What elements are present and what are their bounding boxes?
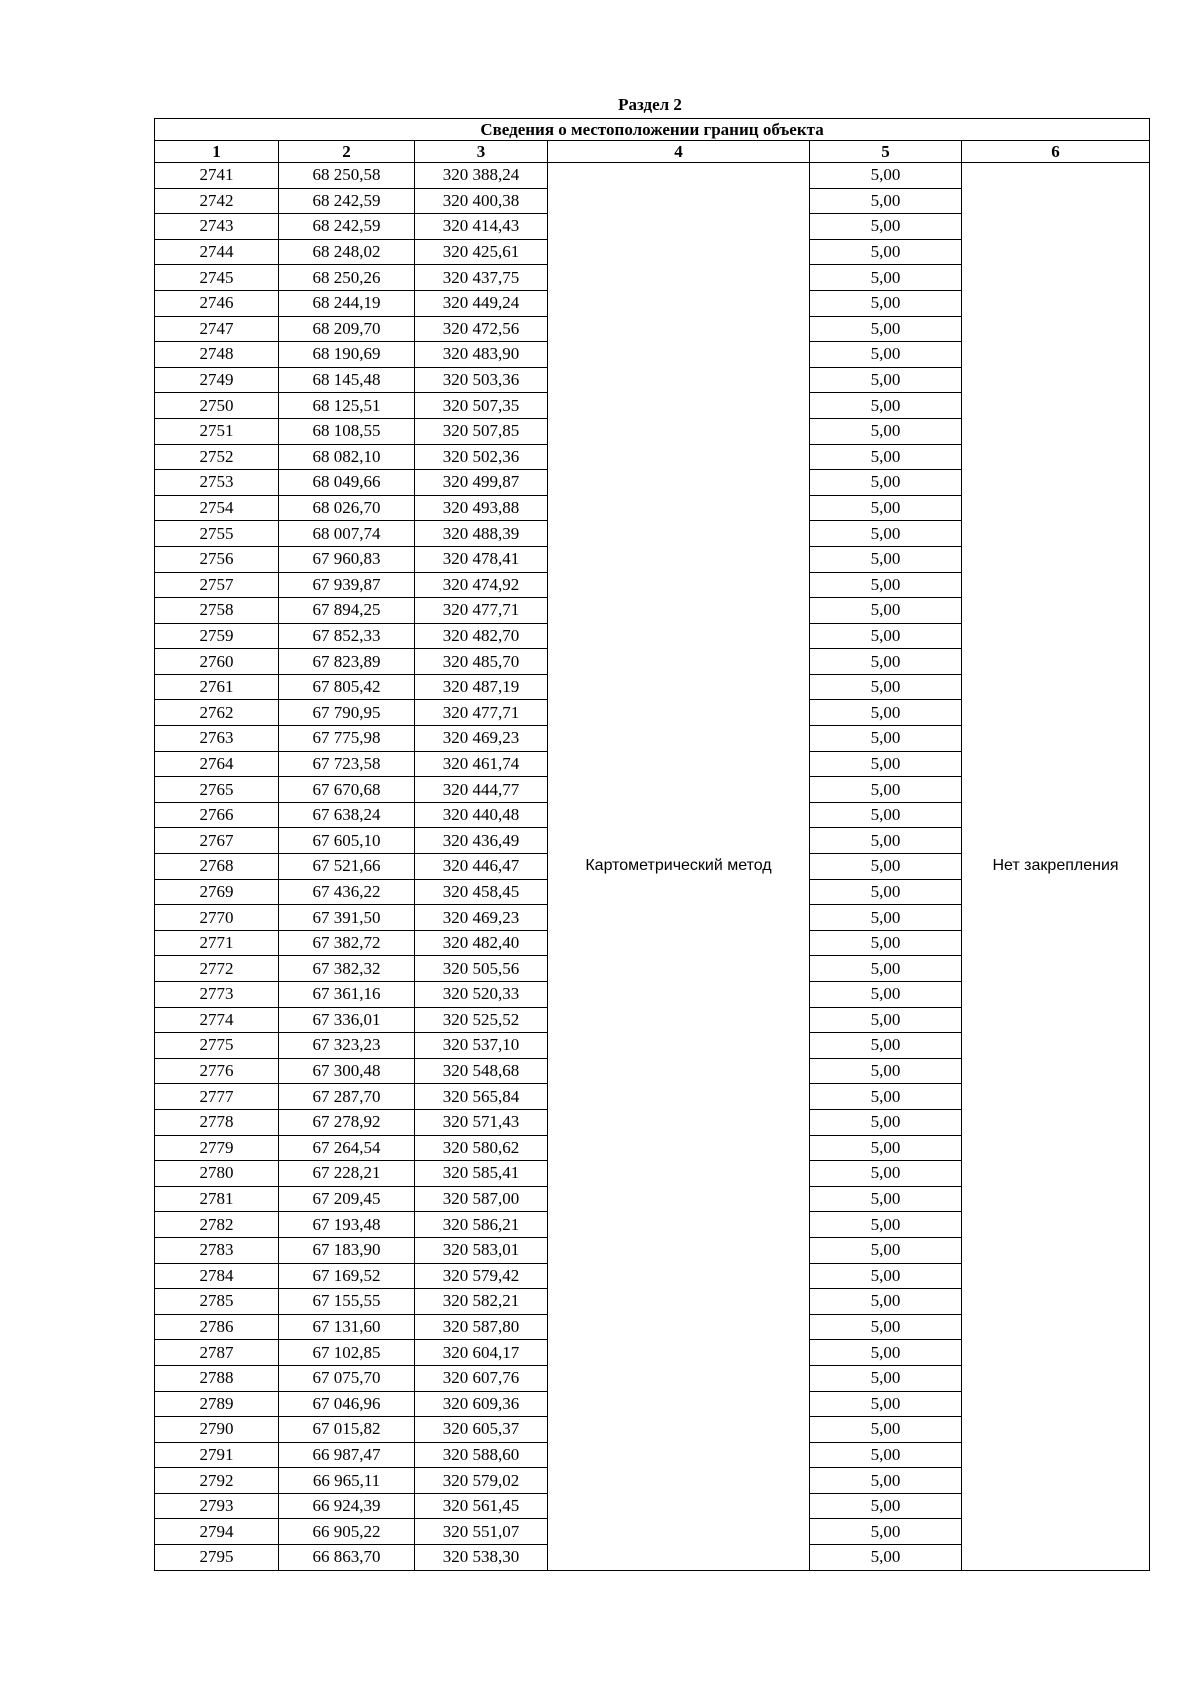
x-coordinate-cell: 67 391,50: [279, 905, 415, 931]
x-coordinate-cell: 67 155,55: [279, 1289, 415, 1315]
point-number-cell: 2755: [155, 521, 279, 547]
y-coordinate-cell: 320 488,39: [415, 521, 548, 547]
column-number-5: 5: [810, 141, 962, 163]
accuracy-cell: 5,00: [810, 726, 962, 752]
x-coordinate-cell: 67 183,90: [279, 1237, 415, 1263]
accuracy-cell: 5,00: [810, 1468, 962, 1494]
x-coordinate-cell: 67 805,42: [279, 674, 415, 700]
y-coordinate-cell: 320 580,62: [415, 1135, 548, 1161]
point-number-cell: 2741: [155, 163, 279, 189]
x-coordinate-cell: 68 244,19: [279, 290, 415, 316]
x-coordinate-cell: 68 108,55: [279, 418, 415, 444]
x-coordinate-cell: 67 723,58: [279, 751, 415, 777]
x-coordinate-cell: 67 894,25: [279, 598, 415, 624]
x-coordinate-cell: 67 939,87: [279, 572, 415, 598]
x-coordinate-cell: 68 242,59: [279, 188, 415, 214]
column-number-4: 4: [548, 141, 810, 163]
column-number-1: 1: [155, 141, 279, 163]
x-coordinate-cell: 67 287,70: [279, 1084, 415, 1110]
column-number-3: 3: [415, 141, 548, 163]
y-coordinate-cell: 320 477,71: [415, 700, 548, 726]
point-number-cell: 2750: [155, 393, 279, 419]
accuracy-cell: 5,00: [810, 316, 962, 342]
point-number-cell: 2790: [155, 1417, 279, 1443]
x-coordinate-cell: 67 775,98: [279, 726, 415, 752]
accuracy-cell: 5,00: [810, 700, 962, 726]
x-coordinate-cell: 67 436,22: [279, 879, 415, 905]
y-coordinate-cell: 320 449,24: [415, 290, 548, 316]
y-coordinate-cell: 320 551,07: [415, 1519, 548, 1545]
accuracy-cell: 5,00: [810, 777, 962, 803]
column-number-2: 2: [279, 141, 415, 163]
x-coordinate-cell: 66 987,47: [279, 1442, 415, 1468]
point-number-cell: 2785: [155, 1289, 279, 1315]
point-number-cell: 2745: [155, 265, 279, 291]
point-number-cell: 2780: [155, 1161, 279, 1187]
accuracy-cell: 5,00: [810, 546, 962, 572]
point-number-cell: 2784: [155, 1263, 279, 1289]
y-coordinate-cell: 320 493,88: [415, 495, 548, 521]
x-coordinate-cell: 67 361,16: [279, 982, 415, 1008]
x-coordinate-cell: 68 125,51: [279, 393, 415, 419]
y-coordinate-cell: 320 446,47: [415, 854, 548, 880]
column-number-6: 6: [962, 141, 1150, 163]
y-coordinate-cell: 320 585,41: [415, 1161, 548, 1187]
point-number-cell: 2749: [155, 367, 279, 393]
accuracy-cell: 5,00: [810, 1545, 962, 1571]
y-coordinate-cell: 320 485,70: [415, 649, 548, 675]
point-number-cell: 2795: [155, 1545, 279, 1571]
accuracy-cell: 5,00: [810, 393, 962, 419]
point-number-cell: 2783: [155, 1237, 279, 1263]
y-coordinate-cell: 320 437,75: [415, 265, 548, 291]
accuracy-cell: 5,00: [810, 1186, 962, 1212]
y-coordinate-cell: 320 538,30: [415, 1545, 548, 1571]
point-number-cell: 2769: [155, 879, 279, 905]
point-number-cell: 2772: [155, 956, 279, 982]
point-number-cell: 2759: [155, 623, 279, 649]
x-coordinate-cell: 68 007,74: [279, 521, 415, 547]
x-coordinate-cell: 67 075,70: [279, 1365, 415, 1391]
x-coordinate-cell: 67 323,23: [279, 1033, 415, 1059]
point-number-cell: 2791: [155, 1442, 279, 1468]
accuracy-cell: 5,00: [810, 802, 962, 828]
y-coordinate-cell: 320 507,85: [415, 418, 548, 444]
point-number-cell: 2763: [155, 726, 279, 752]
accuracy-cell: 5,00: [810, 265, 962, 291]
accuracy-cell: 5,00: [810, 674, 962, 700]
point-number-cell: 2768: [155, 854, 279, 880]
point-number-cell: 2746: [155, 290, 279, 316]
y-coordinate-cell: 320 472,56: [415, 316, 548, 342]
y-coordinate-cell: 320 474,92: [415, 572, 548, 598]
section-title: Раздел 2: [618, 95, 682, 114]
y-coordinate-cell: 320 425,61: [415, 239, 548, 265]
y-coordinate-cell: 320 444,77: [415, 777, 548, 803]
x-coordinate-cell: 68 026,70: [279, 495, 415, 521]
x-coordinate-cell: 67 521,66: [279, 854, 415, 880]
x-coordinate-cell: 66 924,39: [279, 1493, 415, 1519]
accuracy-cell: 5,00: [810, 982, 962, 1008]
y-coordinate-cell: 320 477,71: [415, 598, 548, 624]
accuracy-cell: 5,00: [810, 1135, 962, 1161]
point-number-cell: 2754: [155, 495, 279, 521]
y-coordinate-cell: 320 579,02: [415, 1468, 548, 1494]
table-row: [155, 163, 1150, 189]
accuracy-cell: 5,00: [810, 930, 962, 956]
y-coordinate-cell: 320 587,00: [415, 1186, 548, 1212]
point-number-cell: 2770: [155, 905, 279, 931]
point-number-cell: 2762: [155, 700, 279, 726]
accuracy-cell: 5,00: [810, 1263, 962, 1289]
point-number-cell: 2751: [155, 418, 279, 444]
y-coordinate-cell: 320 579,42: [415, 1263, 548, 1289]
accuracy-cell: 5,00: [810, 1519, 962, 1545]
point-number-cell: 2793: [155, 1493, 279, 1519]
y-coordinate-cell: 320 587,80: [415, 1314, 548, 1340]
y-coordinate-cell: 320 436,49: [415, 828, 548, 854]
x-coordinate-cell: 67 382,72: [279, 930, 415, 956]
accuracy-cell: 5,00: [810, 1084, 962, 1110]
y-coordinate-cell: 320 414,43: [415, 214, 548, 240]
x-coordinate-cell: 68 082,10: [279, 444, 415, 470]
y-coordinate-cell: 320 469,23: [415, 726, 548, 752]
accuracy-cell: 5,00: [810, 828, 962, 854]
y-coordinate-cell: 320 525,52: [415, 1007, 548, 1033]
y-coordinate-cell: 320 499,87: [415, 470, 548, 496]
y-coordinate-cell: 320 609,36: [415, 1391, 548, 1417]
x-coordinate-cell: 67 102,85: [279, 1340, 415, 1366]
point-number-cell: 2794: [155, 1519, 279, 1545]
x-coordinate-cell: 67 264,54: [279, 1135, 415, 1161]
x-coordinate-cell: 67 193,48: [279, 1212, 415, 1238]
y-coordinate-cell: 320 478,41: [415, 546, 548, 572]
x-coordinate-cell: 67 852,33: [279, 623, 415, 649]
point-number-cell: 2767: [155, 828, 279, 854]
accuracy-cell: 5,00: [810, 1314, 962, 1340]
point-number-cell: 2774: [155, 1007, 279, 1033]
x-coordinate-cell: 68 250,58: [279, 163, 415, 189]
point-number-cell: 2744: [155, 239, 279, 265]
x-coordinate-cell: 68 242,59: [279, 214, 415, 240]
y-coordinate-cell: 320 483,90: [415, 342, 548, 368]
y-coordinate-cell: 320 388,24: [415, 163, 548, 189]
y-coordinate-cell: 320 571,43: [415, 1109, 548, 1135]
y-coordinate-cell: 320 586,21: [415, 1212, 548, 1238]
point-number-cell: 2779: [155, 1135, 279, 1161]
point-number-cell: 2757: [155, 572, 279, 598]
x-coordinate-cell: 67 015,82: [279, 1417, 415, 1443]
accuracy-cell: 5,00: [810, 1442, 962, 1468]
point-number-cell: 2788: [155, 1365, 279, 1391]
accuracy-cell: 5,00: [810, 1289, 962, 1315]
y-coordinate-cell: 320 505,56: [415, 956, 548, 982]
accuracy-cell: 5,00: [810, 956, 962, 982]
x-coordinate-cell: 67 228,21: [279, 1161, 415, 1187]
point-number-cell: 2743: [155, 214, 279, 240]
x-coordinate-cell: 68 209,70: [279, 316, 415, 342]
accuracy-cell: 5,00: [810, 598, 962, 624]
accuracy-cell: 5,00: [810, 879, 962, 905]
accuracy-cell: 5,00: [810, 1391, 962, 1417]
accuracy-cell: 5,00: [810, 342, 962, 368]
y-coordinate-cell: 320 458,45: [415, 879, 548, 905]
y-coordinate-cell: 320 400,38: [415, 188, 548, 214]
x-coordinate-cell: 67 960,83: [279, 546, 415, 572]
x-coordinate-cell: 68 145,48: [279, 367, 415, 393]
y-coordinate-cell: 320 583,01: [415, 1237, 548, 1263]
x-coordinate-cell: 67 131,60: [279, 1314, 415, 1340]
x-coordinate-cell: 67 336,01: [279, 1007, 415, 1033]
method-cell: Картометрический метод: [548, 163, 810, 1571]
accuracy-cell: 5,00: [810, 290, 962, 316]
y-coordinate-cell: 320 548,68: [415, 1058, 548, 1084]
x-coordinate-cell: 67 209,45: [279, 1186, 415, 1212]
point-number-cell: 2787: [155, 1340, 279, 1366]
x-coordinate-cell: 68 190,69: [279, 342, 415, 368]
y-coordinate-cell: 320 588,60: [415, 1442, 548, 1468]
x-coordinate-cell: 66 905,22: [279, 1519, 415, 1545]
y-coordinate-cell: 320 565,84: [415, 1084, 548, 1110]
point-number-cell: 2761: [155, 674, 279, 700]
point-number-cell: 2760: [155, 649, 279, 675]
accuracy-cell: 5,00: [810, 1237, 962, 1263]
point-number-cell: 2778: [155, 1109, 279, 1135]
accuracy-cell: 5,00: [810, 1007, 962, 1033]
accuracy-cell: 5,00: [810, 521, 962, 547]
x-coordinate-cell: 67 605,10: [279, 828, 415, 854]
boundary-coordinates-table: [154, 118, 1150, 1571]
accuracy-cell: 5,00: [810, 418, 962, 444]
x-coordinate-cell: 67 169,52: [279, 1263, 415, 1289]
accuracy-cell: 5,00: [810, 1340, 962, 1366]
x-coordinate-cell: 67 046,96: [279, 1391, 415, 1417]
point-number-cell: 2792: [155, 1468, 279, 1494]
y-coordinate-cell: 320 503,36: [415, 367, 548, 393]
y-coordinate-cell: 320 607,76: [415, 1365, 548, 1391]
point-number-cell: 2748: [155, 342, 279, 368]
accuracy-cell: 5,00: [810, 188, 962, 214]
y-coordinate-cell: 320 482,70: [415, 623, 548, 649]
accuracy-cell: 5,00: [810, 751, 962, 777]
y-coordinate-cell: 320 440,48: [415, 802, 548, 828]
x-coordinate-cell: 68 250,26: [279, 265, 415, 291]
y-coordinate-cell: 320 469,23: [415, 905, 548, 931]
y-coordinate-cell: 320 502,36: [415, 444, 548, 470]
y-coordinate-cell: 320 605,37: [415, 1417, 548, 1443]
accuracy-cell: 5,00: [810, 1161, 962, 1187]
point-number-cell: 2781: [155, 1186, 279, 1212]
accuracy-cell: 5,00: [810, 854, 962, 880]
point-number-cell: 2777: [155, 1084, 279, 1110]
point-number-cell: 2765: [155, 777, 279, 803]
y-coordinate-cell: 320 507,35: [415, 393, 548, 419]
point-number-cell: 2775: [155, 1033, 279, 1059]
x-coordinate-cell: 66 863,70: [279, 1545, 415, 1571]
point-number-cell: 2753: [155, 470, 279, 496]
y-coordinate-cell: 320 461,74: [415, 751, 548, 777]
accuracy-cell: 5,00: [810, 1033, 962, 1059]
table-caption: Сведения о местоположении границ объекта: [155, 119, 1150, 141]
accuracy-cell: 5,00: [810, 572, 962, 598]
column-number-row: [155, 141, 1150, 163]
x-coordinate-cell: 67 638,24: [279, 802, 415, 828]
y-coordinate-cell: 320 582,21: [415, 1289, 548, 1315]
point-number-cell: 2776: [155, 1058, 279, 1084]
accuracy-cell: 5,00: [810, 1365, 962, 1391]
accuracy-cell: 5,00: [810, 239, 962, 265]
accuracy-cell: 5,00: [810, 163, 962, 189]
x-coordinate-cell: 67 382,32: [279, 956, 415, 982]
accuracy-cell: 5,00: [810, 214, 962, 240]
accuracy-cell: 5,00: [810, 1058, 962, 1084]
y-coordinate-cell: 320 487,19: [415, 674, 548, 700]
accuracy-cell: 5,00: [810, 649, 962, 675]
x-coordinate-cell: 67 300,48: [279, 1058, 415, 1084]
y-coordinate-cell: 320 482,40: [415, 930, 548, 956]
accuracy-cell: 5,00: [810, 470, 962, 496]
accuracy-cell: 5,00: [810, 1417, 962, 1443]
y-coordinate-cell: 320 537,10: [415, 1033, 548, 1059]
point-number-cell: 2747: [155, 316, 279, 342]
y-coordinate-cell: 320 604,17: [415, 1340, 548, 1366]
point-number-cell: 2773: [155, 982, 279, 1008]
accuracy-cell: 5,00: [810, 495, 962, 521]
accuracy-cell: 5,00: [810, 905, 962, 931]
x-coordinate-cell: 67 790,95: [279, 700, 415, 726]
accuracy-cell: 5,00: [810, 1493, 962, 1519]
x-coordinate-cell: 68 049,66: [279, 470, 415, 496]
y-coordinate-cell: 320 561,45: [415, 1493, 548, 1519]
accuracy-cell: 5,00: [810, 1212, 962, 1238]
accuracy-cell: 5,00: [810, 367, 962, 393]
point-number-cell: 2756: [155, 546, 279, 572]
point-number-cell: 2758: [155, 598, 279, 624]
x-coordinate-cell: 66 965,11: [279, 1468, 415, 1494]
point-number-cell: 2742: [155, 188, 279, 214]
point-number-cell: 2789: [155, 1391, 279, 1417]
point-number-cell: 2782: [155, 1212, 279, 1238]
x-coordinate-cell: 68 248,02: [279, 239, 415, 265]
point-number-cell: 2766: [155, 802, 279, 828]
table-caption-row: [155, 119, 1150, 141]
accuracy-cell: 5,00: [810, 1109, 962, 1135]
point-number-cell: 2752: [155, 444, 279, 470]
y-coordinate-cell: 320 520,33: [415, 982, 548, 1008]
accuracy-cell: 5,00: [810, 444, 962, 470]
accuracy-cell: 5,00: [810, 623, 962, 649]
x-coordinate-cell: 67 278,92: [279, 1109, 415, 1135]
point-number-cell: 2764: [155, 751, 279, 777]
table-body: [155, 163, 1150, 1571]
point-number-cell: 2786: [155, 1314, 279, 1340]
fixing-description-cell: Нет закрепления: [962, 163, 1150, 1571]
x-coordinate-cell: 67 823,89: [279, 649, 415, 675]
point-number-cell: 2771: [155, 930, 279, 956]
x-coordinate-cell: 67 670,68: [279, 777, 415, 803]
